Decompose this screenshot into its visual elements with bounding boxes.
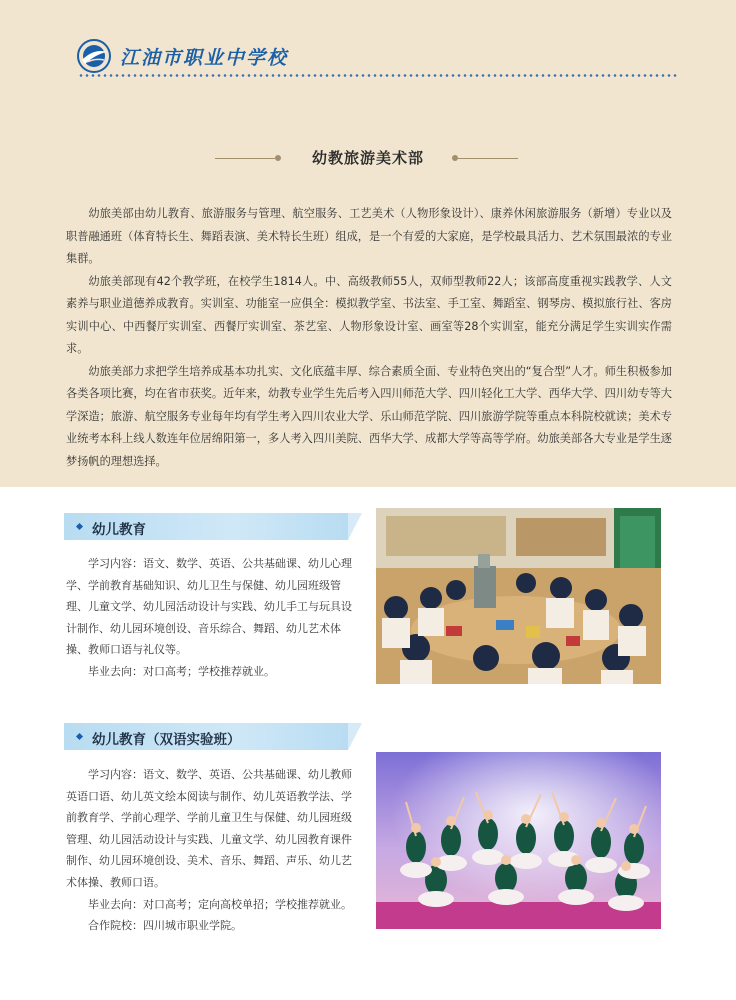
department-title-row (0, 144, 736, 174)
title-dot-left (275, 155, 281, 161)
title-line-left (215, 158, 275, 159)
title-line-right (458, 158, 518, 159)
section-paragraph: 学习内容：语文、数学、英语、公共基础课、幼儿教师英语口语、幼儿英文绘本阅读与制作、幼儿英语教学法、学前教育学、学前心理学、学前儿童卫生与保健、幼儿园班级管理、幼儿园活动设计与实践、儿童文学、幼儿园教育课件制作、幼儿园环境创设、美术、音乐、舞蹈、声乐、幼儿艺术体操、教师口语。 (66, 768, 352, 889)
intro-text (66, 203, 672, 473)
department-title: 幼教旅游美术部 (311, 149, 424, 167)
section-title: 幼儿教育 (92, 522, 146, 538)
diamond-bullet-icon (76, 523, 83, 530)
intro-paragraph: 幼旅美部由幼儿教育、旅游服务与管理、航空服务、工艺美术（人物形象设计）、康养休闲旅游服务（新增）专业以及职普融通班（体育特长生、舞蹈表演、美术特长生班）组成，是一个有爱的大家庭，是学校最具活力、艺术氛围最浓的专业集群。 (66, 207, 672, 265)
dance-photo-illustration (376, 752, 661, 929)
section-paragraph: 合作院校：四川城市职业学院。 (88, 919, 242, 933)
classroom-photo-illustration (376, 508, 661, 684)
intro-paragraph: 幼旅美部现有42个教学班，在校学生1814人。中、高级教师55人，双师型教师22人；该部高度重视实践教学、人文素养与职业道德养成教育。实训室、功能室一应俱全：模拟教学室、书法室、手工室、舞蹈室、钢琴房、模拟旅行社、客房实训中心、中西餐厅实训室、西餐厅实训室、茶艺室、人物形象设计室、画室等28个实训室，能充分满足学生实训实作需求。 (66, 274, 672, 355)
section-body-bilingual-class (66, 764, 352, 937)
section-bar-tip (348, 723, 362, 750)
page-header (76, 34, 288, 78)
diamond-bullet-icon (76, 733, 83, 740)
section-paragraph: 毕业去向：对口高考；定向高校单招；学校推荐就业。 (88, 897, 352, 911)
section-title: 幼儿教育（双语实验班） (92, 732, 241, 748)
section-header-early-education (64, 513, 348, 540)
school-logo-icon (76, 38, 112, 74)
header-dotted-divider (78, 74, 678, 77)
dance-performance-photo (376, 752, 661, 929)
section-header-bilingual-class (64, 723, 348, 750)
intro-paragraph: 幼旅美部力求把学生培养成基本功扎实、文化底蕴丰厚、综合素质全面、专业特色突出的“复合型”人才。师生积极参加各类各项比赛，均在省市获奖。近年来，幼教专业学生先后考入四川师范大学、四川轻化工大学、西华大学、四川幼专等大学深造；旅游、航空服务专业每年均有学生考入四川农业大学、乐山师范学院、四川旅游学院等重点本科院校就读；美术专业统考本科上线人数连年位居绵阳第一，多人考入四川美院、西华大学、成都大学等高等学府。幼旅美部各大专业是学生逐梦扬帆的理想选择。 (66, 364, 672, 468)
school-name: 江油市职业中学校 (120, 46, 289, 69)
section-paragraph: 毕业去向：对口高考；学校推荐就业。 (88, 664, 275, 678)
section-paragraph: 学习内容：语文、数学、英语、公共基础课、幼儿心理学、学前教育基础知识、幼儿卫生与保健、幼儿园班级管理、儿童文学、幼儿园活动设计与实践、幼儿手工与玩具设计制作、幼儿园环境创设、音乐综合、舞蹈、幼儿艺术体操、教师口语与礼仪等。 (66, 557, 352, 657)
classroom-photo (376, 508, 661, 684)
section-body-early-education (66, 553, 352, 683)
section-bar-tip (348, 513, 362, 540)
